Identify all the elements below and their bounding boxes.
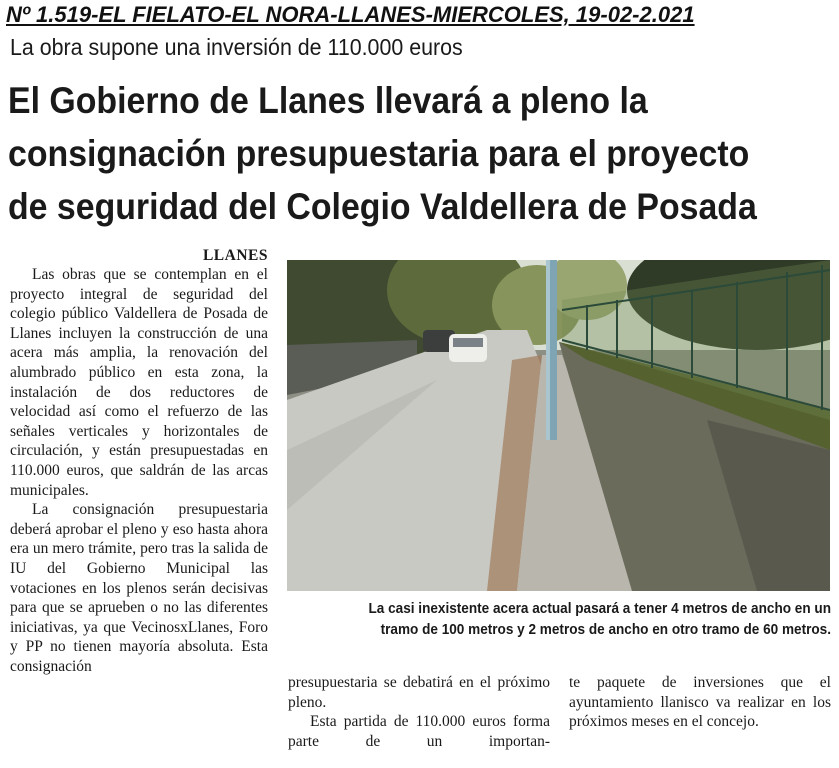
article-kicker: La obra supone una inversión de 110.000 euros: [10, 34, 463, 60]
article-headline: [8, 74, 813, 233]
byline: LLANES: [202, 247, 268, 264]
headline-line-1: El Gobierno de Llanes llevará a pleno la: [8, 80, 648, 121]
caption-line-2: tramo de 100 metros y 2 metros de ancho en otro tramo de 60 metros.: [380, 621, 831, 638]
issue-header: Nº 1.519-EL FIELATO-EL NORA-LLANES-MIERCOLES, 19-02-2.021: [6, 2, 695, 27]
column-1-paragraph-2: La consignación presupuestaria deberá aprobar el pleno y eso hasta ahora era un mero trámite, pero tras la salida de IU del Gobierno Municipal las votaciones en los plenos serán decisivas para que se aprueben o no las diferentes iniciativas, ya que VecinosxLlanes, Foro y PP no tienen mayoría absoluta. Esta consignación: [10, 501, 268, 675]
column-2-paragraph-1: presupuestaria se debatirá en el próximo pleno.: [288, 674, 550, 711]
headline-line-2: consignación presupuestaria para el proyecto: [8, 133, 750, 174]
article-column-3: [569, 673, 831, 732]
article-photo: [287, 260, 830, 591]
column-1-paragraph-1: Las obras que se contemplan en el proyecto integral de seguridad del colegio público Valdellera de Posada de Llanes incluyen la construcción de una acera más amplia, la renovación del alumbrado público en esta zona, la instalación de dos reductores de velocidad así como el refuerzo de las señales verticales y horizontales de circulación, y están presupuestadas en 110.000 euros, que saldrán de las arcas municipales.: [10, 266, 268, 499]
article-column-1: [10, 265, 268, 676]
column-3-paragraph-1: te paquete de inversiones que el ayuntamiento llanisco va realizar en los próximos meses en el concejo.: [569, 674, 831, 731]
column-2-paragraph-2: Esta partida de 110.000 euros forma parte de un importan-: [288, 713, 550, 750]
caption-line-1: La casi inexistente acera actual pasará a tener 4 metros de ancho en un: [368, 600, 831, 617]
photo-caption: [288, 598, 831, 640]
headline-line-3: de seguridad del Colegio Valdellera de Posada: [8, 186, 757, 227]
article-column-2: [288, 673, 550, 751]
street-photo-illustration: [287, 260, 830, 591]
